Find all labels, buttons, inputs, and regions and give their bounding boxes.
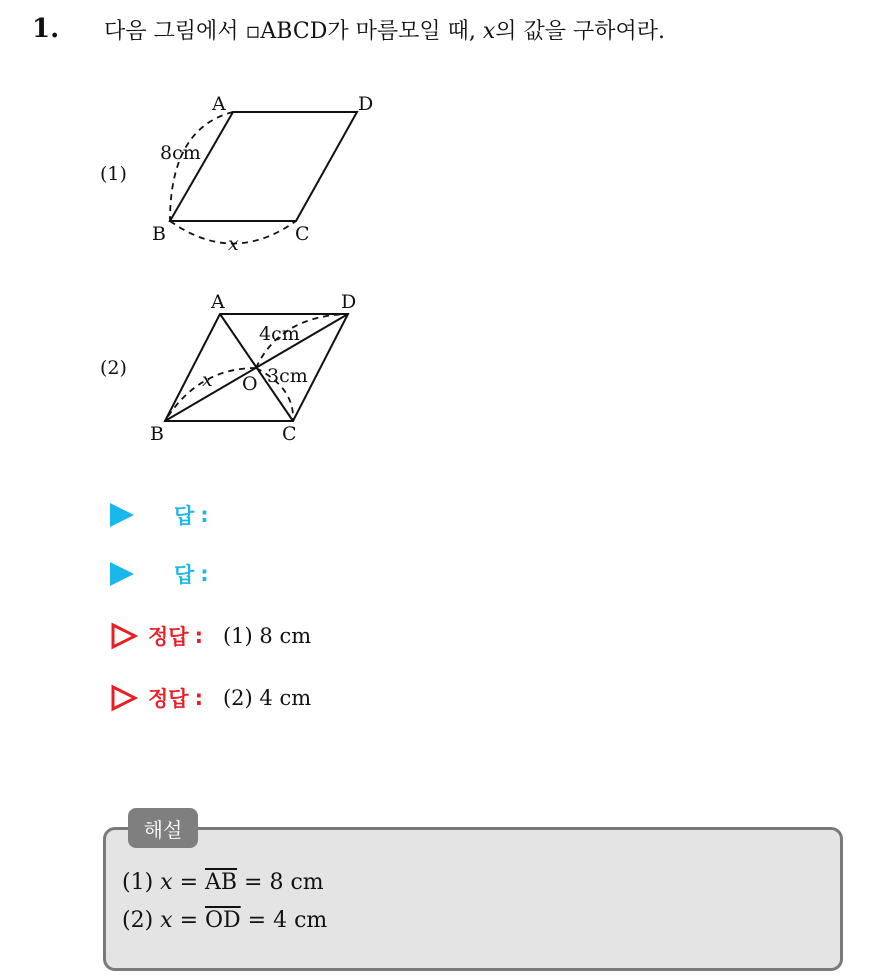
explanation-line-2-num: (2) xyxy=(122,908,161,933)
explanation-line-2-value: = 4 cm xyxy=(240,908,328,933)
explanation-line-1-value: = 8 cm xyxy=(237,870,324,895)
explanation-line-2-eq: = xyxy=(172,908,205,933)
figure-2-segment-label-1: 4cm xyxy=(259,323,300,345)
figure-1-side-label: 8cm xyxy=(160,142,201,164)
figure-2-vertex-o: O xyxy=(242,373,258,395)
answer-label-2: 답 xyxy=(174,563,195,587)
figure-1-vertex-c: C xyxy=(295,223,310,245)
figure-2-vertex-b: B xyxy=(150,423,164,445)
figure-2-vertex-d: D xyxy=(341,291,357,313)
question-variable: x xyxy=(482,19,496,44)
correct-value-2: (2) 4 cm xyxy=(222,686,312,710)
correct-answer-row-1 xyxy=(110,618,311,654)
question-text-before: 다음 그림에서 ▫ABCD가 마름모일 때, xyxy=(104,19,483,44)
correct-label-2: 정답 xyxy=(148,687,189,711)
question-text-after: 의 값을 구하여라. xyxy=(495,19,666,44)
blue-triangle-icon xyxy=(110,503,134,527)
figure-1-var-label: x xyxy=(228,233,239,255)
correct-answer-row-2 xyxy=(110,680,311,716)
figure-2-vertex-c: C xyxy=(282,423,297,445)
figure-1-vertex-b: B xyxy=(152,223,166,245)
figure-1-vertex-a: A xyxy=(212,93,226,115)
explanation-line-2-segment: $\overline{OD}$ xyxy=(205,908,241,933)
figure-1-label: (1) xyxy=(100,163,127,185)
explanation-line-1-num: (1) xyxy=(122,870,161,895)
correct-label-1: 정답 xyxy=(148,625,189,649)
figure-2-vertex-a: A xyxy=(211,291,225,313)
figure-2-label: (2) xyxy=(100,357,127,379)
explanation-line-1-eq: = xyxy=(172,870,205,895)
figure-2 xyxy=(90,288,390,448)
answer-row-2 xyxy=(110,556,209,592)
correct-value-1: (1) 8 cm xyxy=(222,624,312,648)
correct-colon-2: : xyxy=(194,686,203,710)
figure-2-var-label: x xyxy=(202,369,213,391)
answer-colon-2: : xyxy=(200,562,209,586)
question-text xyxy=(104,14,665,45)
explanation-line-2-var: x xyxy=(160,908,173,933)
blue-triangle-icon xyxy=(110,562,134,586)
figure-1-vertex-d: D xyxy=(358,93,374,115)
answer-row-1 xyxy=(110,497,209,533)
answer-colon-1: : xyxy=(200,503,209,527)
explanation-line-1-var: x xyxy=(160,870,173,895)
explanation-line-1-segment: $\overline{AB}$ xyxy=(205,870,238,895)
correct-colon-1: : xyxy=(194,624,203,648)
figure-1 xyxy=(90,88,390,258)
explanation-line-1 xyxy=(122,870,324,895)
explanation-line-2 xyxy=(122,908,327,933)
explanation-box xyxy=(103,827,843,971)
figure-2-segment-label-2: 3cm xyxy=(267,365,308,387)
answer-label-1: 답 xyxy=(174,504,195,528)
red-outline-triangle-icon xyxy=(110,622,138,650)
question-number: 1. xyxy=(32,14,60,44)
red-outline-triangle-icon xyxy=(110,684,138,712)
explanation-tab: 해설 xyxy=(128,808,198,848)
figure-1-rhombus xyxy=(170,112,357,221)
